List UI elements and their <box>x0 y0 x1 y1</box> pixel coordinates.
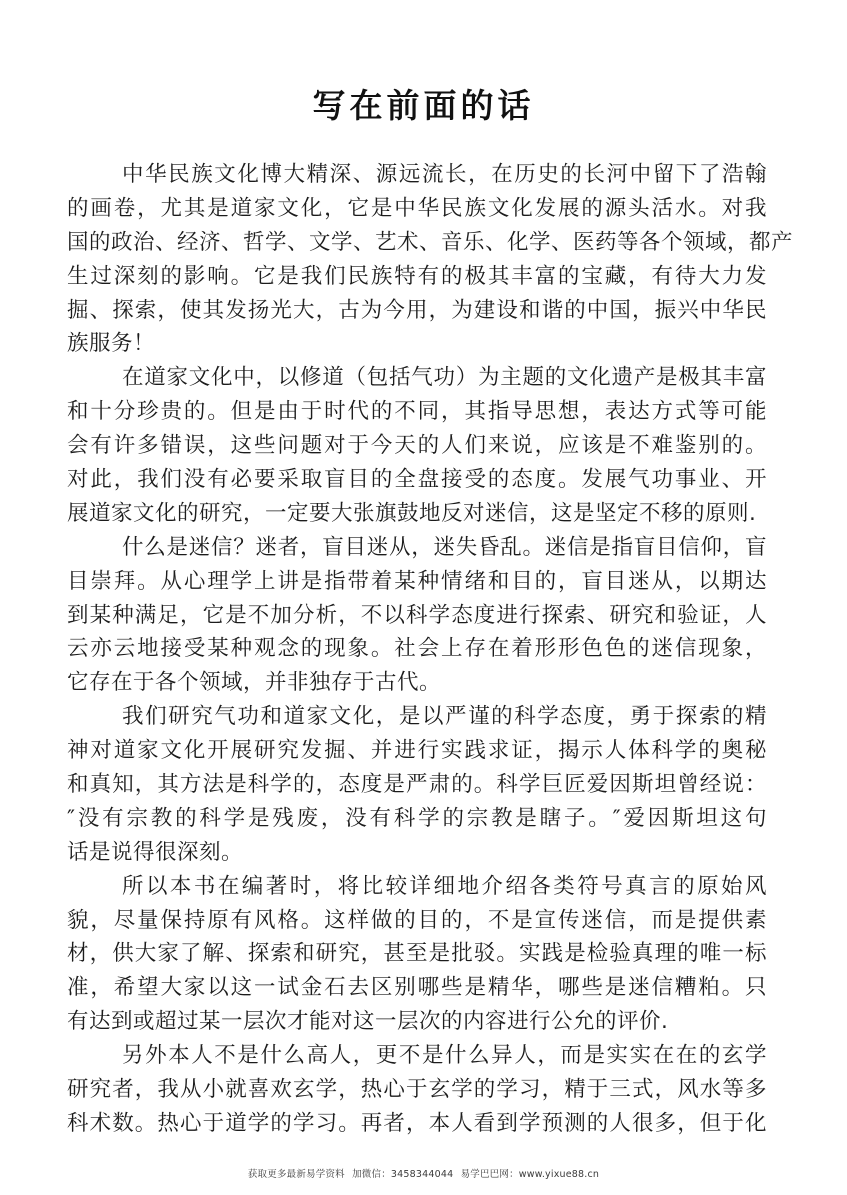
text-line: 国的政治、经济、哲学、文学、艺术、音乐、化学、医药等各个领域，都产 <box>67 229 794 255</box>
text-line: 话是说得很深刻。 <box>67 839 244 865</box>
text-line: 准，希望大家以这一试金石去区别哪些是精华，哪些是迷信糟粕。只 <box>67 975 767 1001</box>
text-line: 和十分珍贵的。但是由于时代的不同，其指导思想，表达方式等可能 <box>67 399 767 425</box>
paragraph-4 <box>67 700 767 869</box>
text-line: 云亦云地接受某种观念的现象。社会上存在着形形色色的迷信现象， <box>67 636 767 662</box>
text-line: 生过深刻的影响。它是我们民族特有的极其丰富的宝藏，有待大力发 <box>67 263 767 289</box>
text-line: 展道家文化的研究，一定要大张旗鼓地反对迷信，这是坚定不移的原则. <box>67 500 757 526</box>
paragraph-6 <box>67 1039 767 1141</box>
footer-promo-text: 获取更多最新易学资料 <box>247 1169 345 1180</box>
text-line: 科术数。热心于道学的学习。再者，本人看到学预测的人很多，但于化 <box>67 1110 767 1136</box>
text-line: 我们研究气功和道家文化，是以严谨的科学态度，勇于探索的精 <box>122 704 767 730</box>
text-line: 在道家文化中，以修道（包括气功）为主题的文化遗产是极其丰富 <box>122 365 767 391</box>
text-line: 貌，尽量保持原有风格。这样做的目的，不是宣传迷信，而是提供素 <box>67 907 767 933</box>
text-line: 会有许多错误，这些问题对于今天的人们来说，应该是不难鉴别的。 <box>67 433 767 459</box>
footer-website: 易学巴巴网：www.yixue88.cn <box>460 1169 600 1180</box>
text-line: ″没有宗教的科学是残废，没有科学的宗教是瞎子。″爱因斯坦这句 <box>67 805 767 831</box>
paragraph-2 <box>67 361 767 530</box>
footer-wechat: 加微信：3458344044 <box>352 1169 454 1180</box>
text-line: 材，供大家了解、探索和研究，甚至是批驳。实践是检验真理的唯一标 <box>67 941 767 967</box>
paragraph-3 <box>67 531 767 700</box>
text-line: 什么是迷信？迷者，盲目迷从，迷失昏乱。迷信是指盲目信仰，盲 <box>122 534 767 560</box>
text-line: 另外本人不是什么高人，更不是什么异人，而是实实在在的玄学 <box>122 1043 767 1069</box>
body-text <box>67 158 794 1141</box>
text-line: 所以本书在编著时，将比较详细地介绍各类符号真言的原始风 <box>122 873 767 899</box>
text-line: 对此，我们没有必要采取盲目的全盘接受的态度。发展气功事业、开 <box>67 467 767 493</box>
text-line: 有达到或超过某一层次才能对这一层次的内容进行公允的评价. <box>67 1009 669 1035</box>
text-line: 的画卷，尤其是道家文化，它是中华民族文化发展的源头活水。对我 <box>67 195 767 221</box>
text-line: 和真知，其方法是科学的，态度是严肃的。科学巨匠爱因斯坦曾经说： <box>67 772 767 798</box>
paragraph-5 <box>67 870 767 1039</box>
text-line: 研究者，我从小就喜欢玄学，热心于玄学的学习，精于三式，风水等多 <box>67 1077 767 1103</box>
text-line: 目崇拜。从心理学上讲是指带着某种情绪和目的，盲目迷从，以期达 <box>67 568 767 594</box>
text-line: 中华民族文化博大精深、源远流长，在历史的长河中留下了浩翰 <box>122 162 767 187</box>
text-line: 它存在于各个领域，并非独存于古代。 <box>67 670 442 696</box>
page-footer <box>0 1166 847 1180</box>
paragraph-1 <box>67 158 794 361</box>
text-line: 族服务！ <box>67 331 156 357</box>
text-line: 掘、探索，使其发扬光大，古为今用，为建设和谐的中国，振兴中华民 <box>67 297 767 323</box>
text-line: 到某种满足，它是不加分析，不以科学态度进行探索、研究和验证，人 <box>67 602 767 628</box>
text-line: 神对道家文化开展研究发掘、并进行实践求证，揭示人体科学的奥秘 <box>67 738 767 764</box>
page-title: 写在前面的话 <box>312 86 535 125</box>
